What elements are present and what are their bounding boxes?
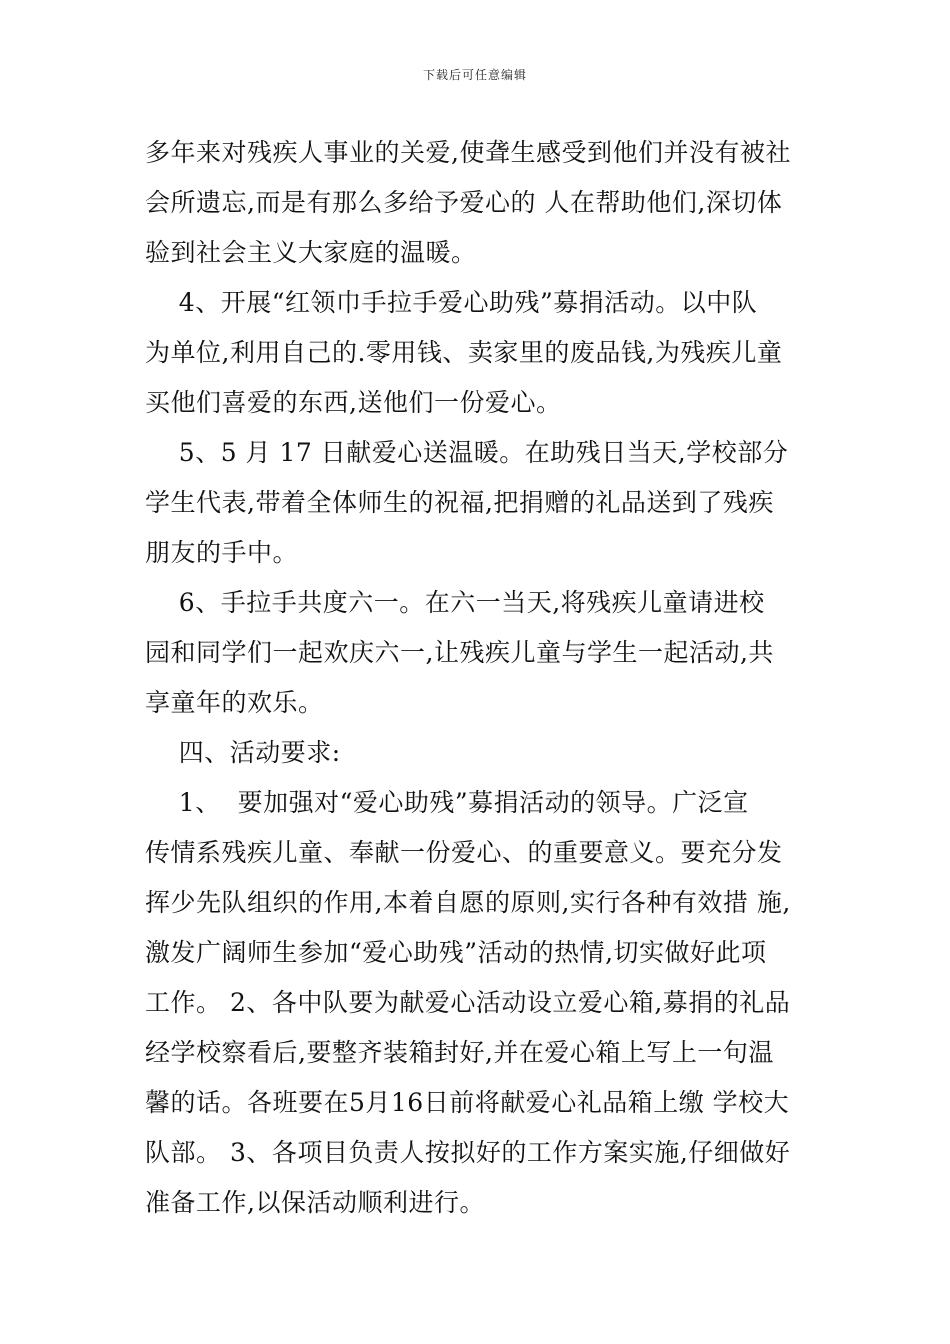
text-line: 享童年的欢乐。 — [145, 688, 324, 717]
text-line: 5、5 月 17 日献爱心送温暖。在助残日当天,学校部分 — [145, 438, 789, 467]
document-body — [145, 128, 815, 1228]
page-header: 下载后可任意编辑 — [422, 68, 527, 82]
text-line: 学生代表,带着全体师生的祝福,把捐赠的礼品送到了残疾 — [145, 488, 774, 517]
text-line: 传情系残疾儿童、奉献一份爱心、的重要意义。要充分发 — [145, 838, 783, 867]
text-line: 激发广阔师生参加“爱心助残”活动的热情,切实做好此项 — [145, 938, 767, 967]
text-line: 4、开展“红领巾手拉手爱心助残”募捐活动。以中队 — [145, 288, 758, 317]
text-line: 多年来对残疾人事业的关爱,使聋生感受到他们并没有被社 — [145, 138, 791, 167]
text-line: 园和同学们一起欢庆六一,让残疾儿童与学生一起活动,共 — [145, 638, 774, 667]
text-line: 会所遗忘,而是有那么多给予爱心的 人在帮助他们,深切体 — [145, 188, 783, 217]
text-line: 工作。 2、各中队要为献爱心活动设立爱心箱,募捐的礼品 — [145, 988, 791, 1017]
text-line: 1、 要加强对“爱心助残”募捐活动的领导。广泛宣 — [145, 788, 749, 817]
text-line: 为单位,利用自己的.零用钱、卖家里的废品钱,为残疾儿童 — [145, 338, 783, 367]
text-line: 挥少先队组织的作用,本着自愿的原则,实行各种有效措 施, — [145, 888, 791, 917]
text-line: 朋友的手中。 — [145, 538, 299, 567]
text-line: 验到社会主义大家庭的温暖。 — [145, 238, 477, 267]
text-line: 馨的话。各班要在5月16日前将献爱心礼品箱上缴 学校大 — [145, 1088, 790, 1117]
text-line: 6、手拉手共度六一。在六一当天,将残疾儿童请进校 — [145, 588, 765, 617]
section-heading: 四、活动要求: — [145, 738, 341, 767]
text-line: 买他们喜爱的东西,送他们一份爱心。 — [145, 388, 562, 417]
text-line: 准备工作,以保活动顺利进行。 — [145, 1188, 485, 1217]
text-line: 队部。 3、各项目负责人按拟好的工作方案实施,仔细做好 — [145, 1138, 791, 1167]
text-line: 经学校察看后,要整齐装箱封好,并在爱心箱上写上一句温 — [145, 1038, 774, 1067]
